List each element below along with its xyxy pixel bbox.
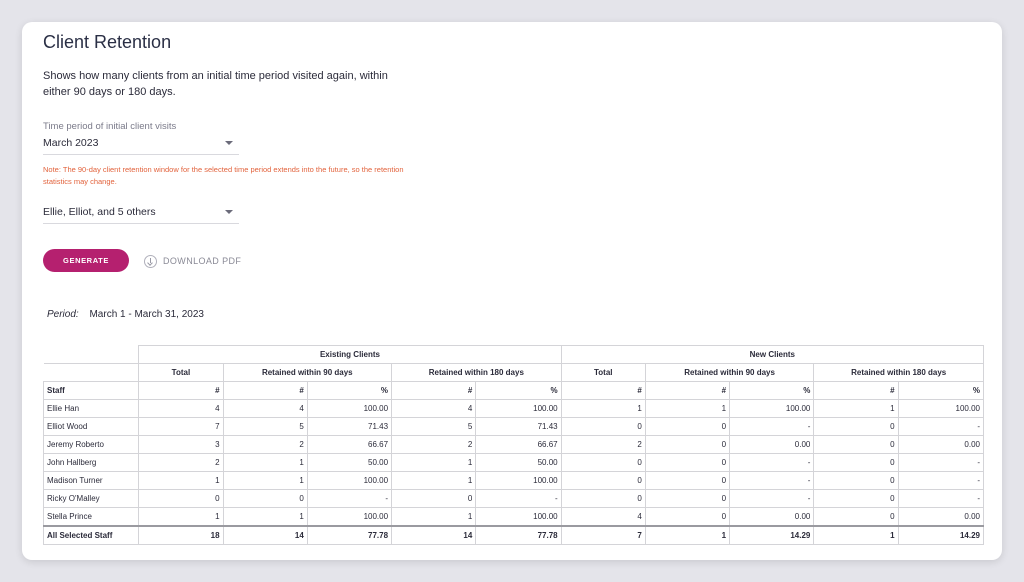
retention-note: Note: The 90-day client retention window for the selected time period extends into the future, so the retention statistics may change.: [43, 165, 404, 186]
cell-n90p: 100.00: [730, 400, 814, 418]
staff-name: Madison Turner: [44, 472, 139, 490]
col-num: #: [139, 382, 223, 400]
cell-e-total: 7: [139, 418, 223, 436]
table-row: [44, 400, 984, 418]
cell-e-total: 1: [139, 508, 223, 527]
table-row: [44, 490, 984, 508]
cell-e180n: 1: [392, 454, 476, 472]
cell-e90n: 14: [223, 526, 307, 545]
cell-e-total: 0: [139, 490, 223, 508]
cell-e180n: 1: [392, 508, 476, 527]
cell-n180p: 14.29: [898, 526, 983, 545]
cell-n90n: 0: [645, 472, 729, 490]
retention-table: [43, 345, 984, 545]
cell-e180n: 4: [392, 400, 476, 418]
column-header-row: [44, 382, 984, 400]
cell-e180p: -: [476, 490, 561, 508]
staff-name: Stella Prince: [44, 508, 139, 527]
cell-e90p: 100.00: [307, 400, 391, 418]
cell-n180n: 0: [814, 508, 898, 527]
col-new-r180: Retained within 180 days: [814, 364, 984, 382]
cell-n180n: 0: [814, 490, 898, 508]
cell-n90n: 0: [645, 418, 729, 436]
cell-e90n: 5: [223, 418, 307, 436]
report-card: [22, 22, 1002, 560]
cell-e90p: 100.00: [307, 508, 391, 527]
cell-e180p: 100.00: [476, 400, 561, 418]
col-num: #: [223, 382, 307, 400]
staff-name: Jeremy Roberto: [44, 436, 139, 454]
cell-e90p: 100.00: [307, 472, 391, 490]
col-pct: %: [730, 382, 814, 400]
col-num: #: [561, 382, 645, 400]
col-pct: %: [476, 382, 561, 400]
cell-n180n: 1: [814, 400, 898, 418]
cell-n180n: 0: [814, 418, 898, 436]
cell-e-total: 3: [139, 436, 223, 454]
cell-n90p: -: [730, 472, 814, 490]
cell-e180n: 1: [392, 472, 476, 490]
cell-e180n: 14: [392, 526, 476, 545]
cell-n180p: 100.00: [898, 400, 983, 418]
cell-e90n: 1: [223, 472, 307, 490]
chevron-down-icon: [225, 141, 233, 145]
table-row: [44, 454, 984, 472]
cell-n180p: 0.00: [898, 436, 983, 454]
cell-n180n: 0: [814, 454, 898, 472]
time-period-value: March 2023: [43, 137, 99, 149]
cell-n90n: 0: [645, 436, 729, 454]
group-header-row: [44, 346, 984, 364]
cell-e-total: 18: [139, 526, 223, 545]
cell-n90p: 0.00: [730, 508, 814, 527]
staff-select-value: Ellie, Elliot, and 5 others: [43, 206, 156, 218]
time-period-select[interactable]: [43, 134, 239, 155]
cell-n90p: -: [730, 490, 814, 508]
header-blank: [44, 364, 139, 382]
col-existing-total: Total: [139, 364, 223, 382]
cell-n90p: -: [730, 418, 814, 436]
col-pct: %: [898, 382, 983, 400]
col-new-r90: Retained within 90 days: [645, 364, 814, 382]
col-existing-r180: Retained within 180 days: [392, 364, 562, 382]
chevron-down-icon: [225, 210, 233, 214]
cell-n180p: -: [898, 490, 983, 508]
cell-e180p: 50.00: [476, 454, 561, 472]
cell-n-total: 0: [561, 418, 645, 436]
cell-n-total: 7: [561, 526, 645, 545]
cell-n90n: 0: [645, 490, 729, 508]
cell-e90p: 66.67: [307, 436, 391, 454]
cell-n180n: 0: [814, 472, 898, 490]
cell-e90n: 2: [223, 436, 307, 454]
col-pct: %: [307, 382, 391, 400]
cell-n-total: 0: [561, 454, 645, 472]
table-row: [44, 508, 984, 527]
group-existing-clients: Existing Clients: [139, 346, 561, 364]
cell-e180n: 0: [392, 490, 476, 508]
cell-n180n: 1: [814, 526, 898, 545]
sub-header-row: [44, 364, 984, 382]
staff-name: Ellie Han: [44, 400, 139, 418]
generate-button[interactable]: GENERATE: [43, 249, 129, 272]
cell-n180n: 0: [814, 436, 898, 454]
col-num: #: [645, 382, 729, 400]
cell-n180p: 0.00: [898, 508, 983, 527]
download-icon: [144, 255, 157, 268]
cell-n90n: 0: [645, 508, 729, 527]
cell-e180p: 77.78: [476, 526, 561, 545]
staff-name: John Hallberg: [44, 454, 139, 472]
header-blank: [44, 346, 139, 364]
staff-name: Elliot Wood: [44, 418, 139, 436]
page-title: Client Retention: [43, 32, 172, 52]
cell-e90n: 1: [223, 454, 307, 472]
staff-name: Ricky O'Malley: [44, 490, 139, 508]
cell-e180p: 100.00: [476, 508, 561, 527]
col-new-total: Total: [561, 364, 645, 382]
page-description: Shows how many clients from an initial time period visited again, within either 90 days or 180 days.: [43, 70, 388, 98]
col-num: #: [392, 382, 476, 400]
cell-e180p: 66.67: [476, 436, 561, 454]
period-value: March 1 - March 31, 2023: [89, 309, 204, 320]
totals-label: All Selected Staff: [44, 526, 139, 545]
col-staff: Staff: [44, 382, 139, 400]
download-pdf-button[interactable]: [144, 253, 241, 269]
cell-n-total: 1: [561, 400, 645, 418]
download-pdf-label: DOWNLOAD PDF: [163, 256, 242, 266]
group-new-clients: New Clients: [561, 346, 983, 364]
cell-e-total: 1: [139, 472, 223, 490]
cell-n-total: 0: [561, 472, 645, 490]
cell-n90p: 14.29: [730, 526, 814, 545]
col-existing-r90: Retained within 90 days: [223, 364, 392, 382]
cell-n90p: 0.00: [730, 436, 814, 454]
cell-n-total: 0: [561, 490, 645, 508]
cell-e90p: 50.00: [307, 454, 391, 472]
cell-e90n: 1: [223, 508, 307, 527]
cell-e-total: 4: [139, 400, 223, 418]
cell-n180p: -: [898, 418, 983, 436]
staff-select[interactable]: [43, 203, 239, 224]
cell-n180p: -: [898, 472, 983, 490]
cell-e90n: 0: [223, 490, 307, 508]
cell-e180p: 100.00: [476, 472, 561, 490]
cell-e180p: 71.43: [476, 418, 561, 436]
cell-e90n: 4: [223, 400, 307, 418]
cell-n90p: -: [730, 454, 814, 472]
period-line: [47, 309, 204, 320]
cell-e180n: 5: [392, 418, 476, 436]
cell-n90n: 1: [645, 400, 729, 418]
cell-n-total: 2: [561, 436, 645, 454]
cell-e180n: 2: [392, 436, 476, 454]
cell-n-total: 4: [561, 508, 645, 527]
cell-e-total: 2: [139, 454, 223, 472]
cell-e90p: -: [307, 490, 391, 508]
col-num: #: [814, 382, 898, 400]
period-label: Period:: [47, 309, 79, 320]
cell-n90n: 0: [645, 454, 729, 472]
table-row: [44, 472, 984, 490]
table-row: [44, 418, 984, 436]
cell-n180p: -: [898, 454, 983, 472]
cell-e90p: 71.43: [307, 418, 391, 436]
table-row: [44, 436, 984, 454]
cell-e90p: 77.78: [307, 526, 391, 545]
time-period-label: Time period of initial client visits: [43, 121, 177, 132]
cell-n90n: 1: [645, 526, 729, 545]
totals-row: [44, 526, 984, 545]
